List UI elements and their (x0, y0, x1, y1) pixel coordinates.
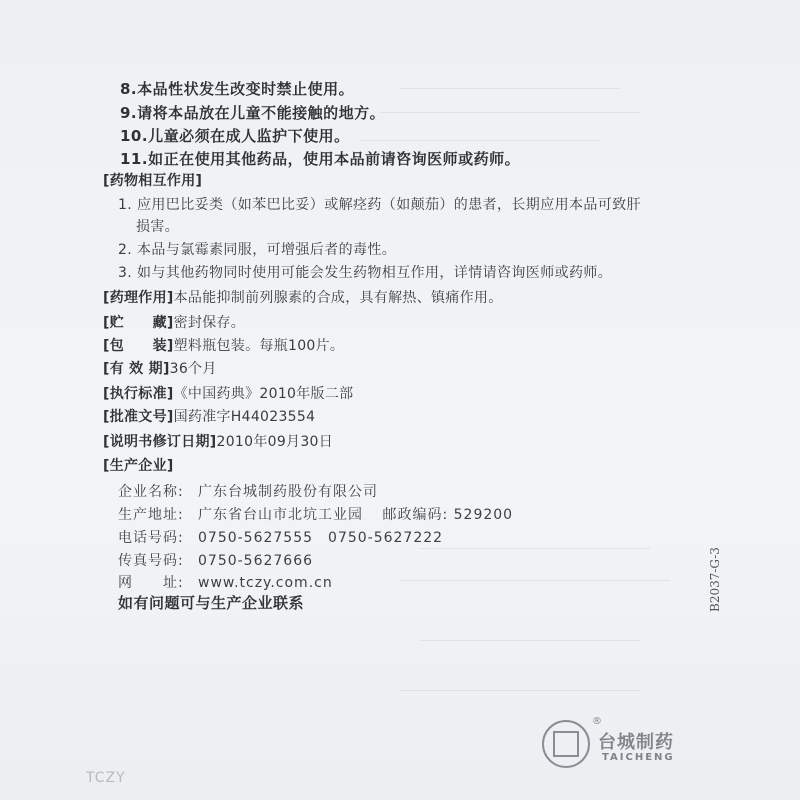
company-fax: 0750-5627666 (198, 553, 314, 569)
logo-chinese-name: 台城制药 (598, 732, 674, 753)
background-line (400, 690, 640, 691)
logo-english-name: TAICHENG (602, 752, 675, 763)
section-label: [执行标准] (103, 386, 174, 402)
section-value: 密封保存。 (173, 315, 246, 331)
company-website: www.tczy.com.cn (198, 575, 333, 591)
corner-mark: TCZY (86, 770, 126, 786)
company-logo (542, 716, 712, 780)
logo-emblem-icon (542, 720, 590, 768)
company-phone: 0750-5627555 0750-5627222 (198, 530, 444, 546)
field-label: 电话号码: (118, 530, 184, 546)
section-label: [生产企业] (103, 458, 174, 474)
section-label: [贮 藏] (103, 315, 174, 331)
company-phone-row (118, 527, 443, 547)
section-revision-date (103, 431, 333, 451)
section-value: 塑料瓶包装。每瓶100片。 (173, 338, 345, 354)
contact-note: 如有问题可与生产企业联系 (118, 594, 305, 612)
company-address: 广东省台山市北坑工业园 (198, 507, 363, 523)
background-line (360, 140, 600, 141)
background-line (420, 548, 650, 549)
field-label: 传真号码: (118, 553, 184, 569)
section-manufacturer (103, 455, 174, 475)
section-approval (103, 406, 315, 426)
section-pharmacology (103, 287, 503, 307)
section-storage (103, 312, 245, 332)
field-label: 生产地址: (118, 507, 184, 523)
section-label: [有 效 期] (103, 361, 170, 377)
section-label: [药理作用] (103, 290, 174, 306)
interaction-item-1: 1. 应用巴比妥类（如苯巴比妥）或解痉药（如颠茄）的患者，长期应用本品可致肝 (118, 197, 642, 213)
precaution-9: 9.请将本品放在儿童不能接触的地方。 (120, 104, 386, 122)
background-line (420, 640, 640, 641)
company-name-row (118, 481, 378, 501)
interaction-item-2: 2. 本品与氯霉素同服，可增强后者的毒性。 (118, 242, 397, 258)
background-line (400, 88, 620, 89)
section-label: [包 装] (103, 338, 174, 354)
section-packaging (103, 335, 344, 355)
section-value: 36个月 (169, 361, 217, 377)
interactions-heading (103, 170, 202, 190)
field-label: 企业名称: (118, 484, 184, 500)
company-address-row (118, 504, 513, 524)
company-fax-row (118, 550, 313, 570)
interaction-item-3: 3. 如与其他药物同时使用可能会发生药物相互作用，详情请咨询医师或药师。 (118, 265, 613, 281)
background-line (380, 112, 640, 113)
field-label: 邮政编码: (382, 507, 449, 523)
interaction-item-1-cont: 损害。 (136, 219, 180, 235)
registered-mark: ® (592, 716, 602, 727)
precaution-8: 8.本品性状发生改变时禁止使用。 (120, 80, 355, 98)
field-label: 网 址: (118, 575, 184, 591)
section-value: 本品能抑制前列腺素的合成，具有解热、镇痛作用。 (173, 290, 503, 306)
background-line (400, 580, 670, 581)
company-postcode: 529200 (453, 507, 514, 523)
company-name: 广东台城制药股份有限公司 (198, 484, 378, 500)
document-code: B2037-G-3 (708, 547, 722, 612)
section-standard (103, 383, 353, 403)
section-shelf-life (103, 358, 217, 378)
section-value: 《中国药典》2010年版二部 (173, 386, 354, 402)
section-value: 2010年09月30日 (216, 434, 334, 450)
section-value: 国药准字H44023554 (173, 409, 316, 425)
company-web-row (118, 572, 333, 592)
section-label: [说明书修订日期] (103, 434, 217, 450)
section-label: [批准文号] (103, 409, 174, 425)
precaution-11: 11.如正在使用其他药品，使用本品前请咨询医师或药师。 (120, 150, 521, 168)
precaution-10: 10.儿童必须在成人监护下使用。 (120, 127, 350, 145)
section-label: [药物相互作用] (103, 173, 203, 189)
